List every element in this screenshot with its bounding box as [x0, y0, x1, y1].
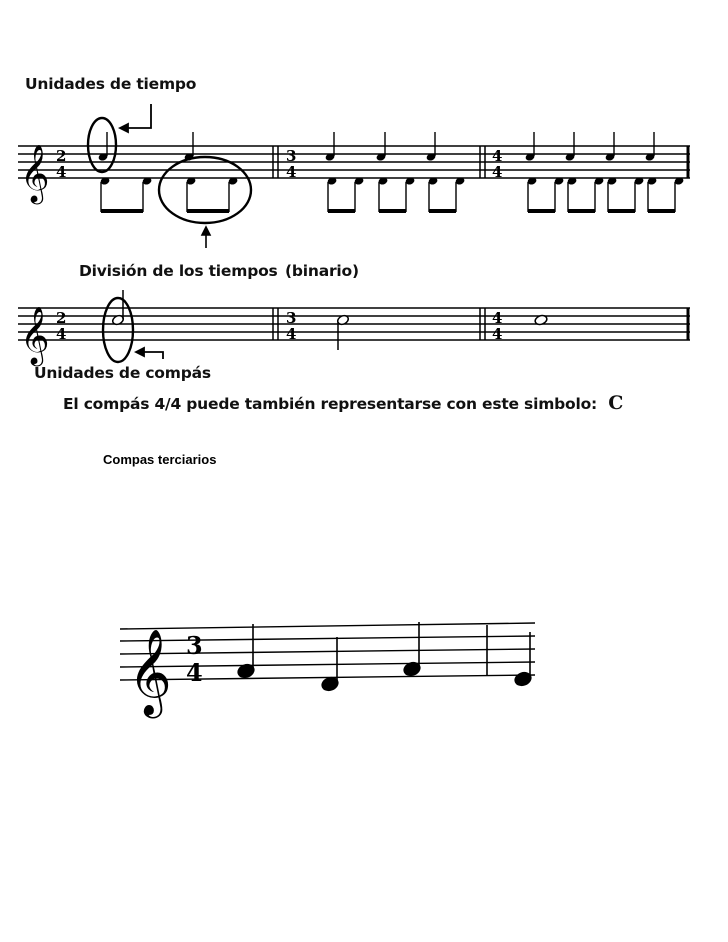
- time-signature-3-4-b: [286, 309, 296, 343]
- eighth-note-pair: [186, 176, 239, 212]
- quarter-note: [376, 132, 387, 162]
- eighth-note-pair: [428, 176, 466, 212]
- ternary-notes: [236, 622, 532, 692]
- quarter-note: [605, 132, 616, 162]
- eighth-note-pair: [607, 176, 645, 212]
- svg-text:2: 2: [56, 147, 67, 165]
- label-division-tiempos: División de los tiempos: [79, 262, 278, 280]
- quarter-note: [645, 132, 656, 162]
- treble-clef-1: 𝄞: [20, 144, 50, 202]
- highlight-circle-division: [159, 157, 251, 223]
- quarter-notes-upper: [98, 132, 656, 162]
- svg-text:4: 4: [286, 163, 297, 181]
- quarter-note: [525, 132, 536, 162]
- time-signature-3-4-c: [186, 631, 203, 687]
- common-time-symbol: C: [608, 392, 624, 414]
- svg-text:4: 4: [56, 325, 67, 343]
- arrow-compas: [136, 348, 163, 359]
- svg-text:4: 4: [492, 163, 503, 181]
- staff-3: [120, 623, 535, 680]
- eighth-note-pair: [327, 176, 365, 212]
- label-unidades-compas: Unidades de compás: [34, 364, 211, 382]
- label-compas-note: [63, 392, 623, 414]
- quarter-note: [98, 132, 109, 162]
- svg-text:3: 3: [286, 309, 297, 327]
- svg-text:4: 4: [492, 325, 503, 343]
- svg-text:2: 2: [56, 309, 67, 327]
- eighth-note-pair: [647, 176, 685, 212]
- highlight-circle-beat: [88, 118, 116, 172]
- eighth-note-pair: [567, 176, 605, 212]
- staff-1: [18, 146, 690, 178]
- time-signature-4-4-b: [492, 309, 502, 343]
- eighth-note-pair: [527, 176, 565, 212]
- quarter-note: [565, 132, 576, 162]
- time-signature-4-4-a: [492, 147, 502, 181]
- time-signature-3-4-a: [286, 147, 296, 181]
- svg-text:4: 4: [492, 147, 503, 165]
- time-signature-2-4-b: [56, 309, 66, 343]
- svg-text:4: 4: [186, 658, 203, 687]
- quarter-note: [325, 132, 336, 162]
- svg-text:3: 3: [186, 631, 203, 660]
- label-binario: (binario): [285, 262, 359, 280]
- svg-text:4: 4: [492, 309, 503, 327]
- eighth-note-pair: [378, 176, 416, 212]
- treble-clef-2: 𝄞: [20, 306, 50, 364]
- eighth-note-pair: [100, 176, 153, 212]
- arrow-tiempo: [120, 104, 151, 132]
- eighth-notes-lower: [100, 176, 685, 212]
- quarter-note: [426, 132, 437, 162]
- compas-note-text: El compás 4/4 puede también representarse con este simbolo:: [63, 395, 598, 413]
- treble-clef-3: 𝄞: [128, 629, 172, 715]
- section-heading: Compas terciarios: [103, 452, 217, 467]
- arrow-division: [202, 227, 210, 248]
- svg-text:3: 3: [286, 147, 297, 165]
- svg-text:4: 4: [56, 163, 67, 181]
- label-unidades-tiempo: Unidades de tiempo: [25, 75, 197, 93]
- time-signature-2-4-a: [56, 147, 66, 181]
- svg-text:4: 4: [286, 325, 297, 343]
